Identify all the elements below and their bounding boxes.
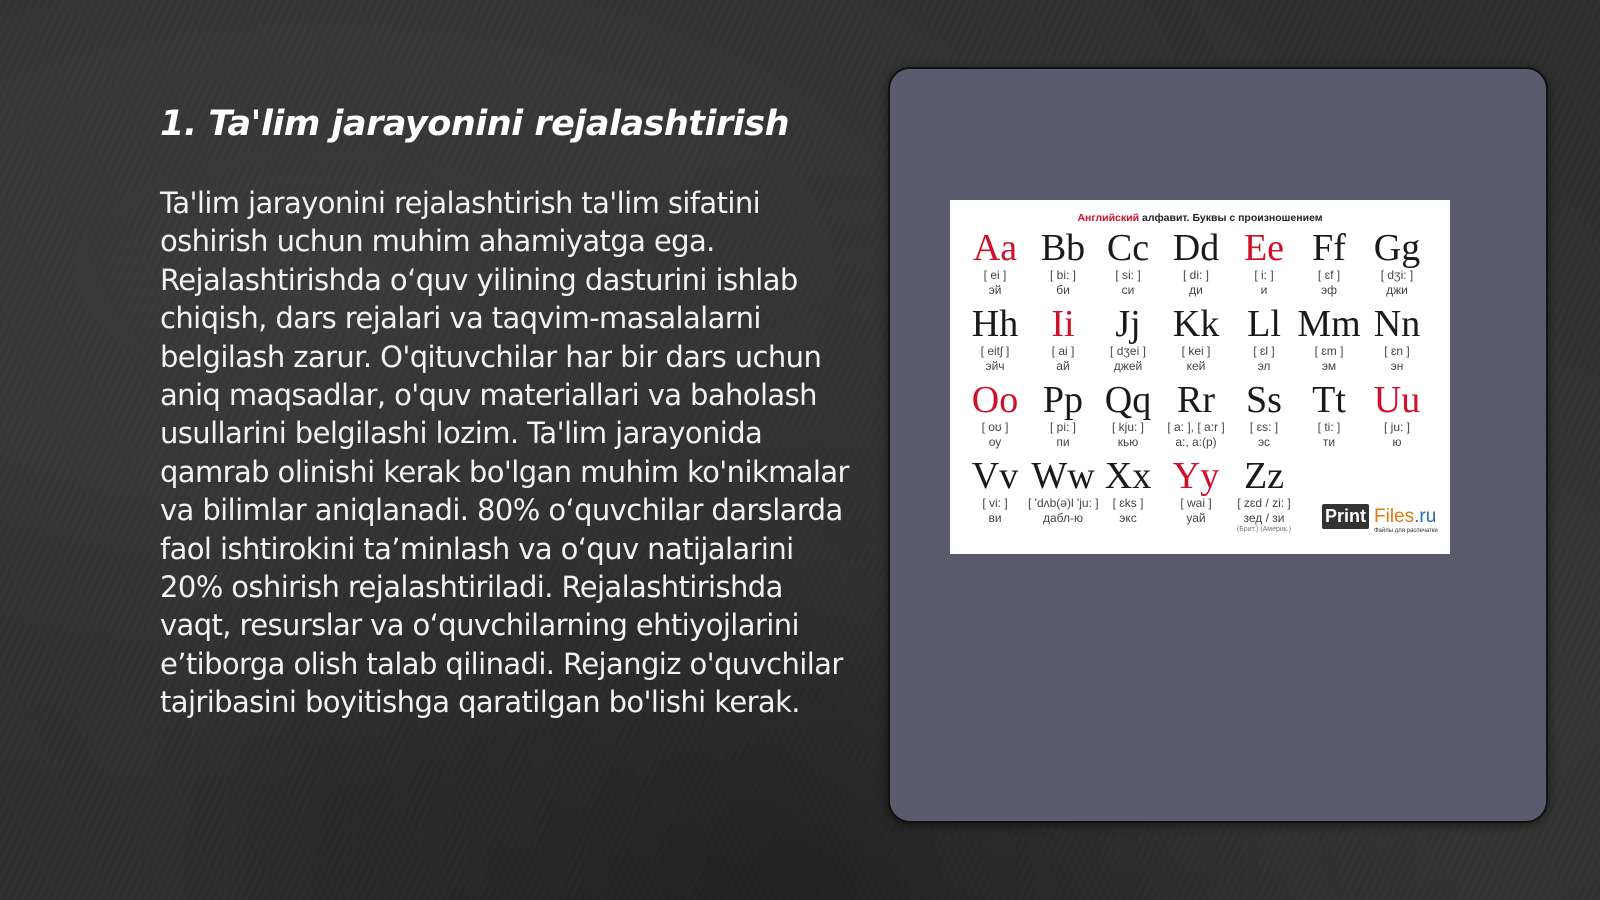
alphabet-cell — [1161, 380, 1231, 450]
alphabet-letter: Uu — [1373, 379, 1421, 421]
alphabet-letter: Oo — [971, 379, 1019, 421]
alphabet-ipa: [ ti: ] — [1317, 420, 1341, 434]
alphabet-letter: Zz — [1243, 455, 1285, 497]
alphabet-cell — [1161, 456, 1231, 526]
alphabet-ipa: [ ɛn ] — [1384, 344, 1410, 358]
alphabet-cell — [1362, 380, 1432, 450]
alphabet-letter: Ii — [1051, 303, 1075, 345]
alphabet-cell — [960, 304, 1030, 374]
alphabet-cell — [1028, 380, 1098, 450]
alphabet-ipa: [ dʒei ] — [1110, 344, 1146, 358]
alphabet-ipa: [ si: ] — [1115, 268, 1141, 282]
alphabet-cell — [1229, 228, 1299, 298]
alphabet-ipa: [ eitʃ ] — [980, 344, 1010, 358]
alphabet-letter: Cc — [1106, 227, 1150, 269]
alphabet-letter: Tt — [1312, 379, 1346, 421]
alphabet-russian-reading: a:, a:(p) — [1175, 435, 1217, 449]
alphabet-cell — [1294, 380, 1364, 450]
alphabet-letter: Ss — [1246, 379, 1282, 421]
logo-files-text — [1374, 506, 1436, 528]
slide-title: 1. Ta'lim jarayonini rejalashtirish — [160, 104, 790, 144]
alphabet-cell — [1028, 228, 1098, 298]
alphabet-letter: Aa — [972, 227, 1018, 269]
alphabet-ipa: [ a: ], [ a:r ] — [1167, 420, 1225, 434]
alphabet-cell — [1028, 304, 1098, 374]
alphabet-russian-reading: эс — [1257, 435, 1271, 449]
alphabet-letter: Xx — [1104, 455, 1152, 497]
alphabet-ipa: [ kju: ] — [1111, 420, 1144, 434]
alphabet-russian-reading: эф — [1321, 283, 1337, 297]
alphabet-chart-title-highlight: Английский — [1077, 212, 1140, 224]
alphabet-russian-reading: джей — [1113, 359, 1143, 373]
alphabet-ipa: [ i: ] — [1254, 268, 1274, 282]
alphabet-cell — [1362, 228, 1432, 298]
alphabet-russian-reading: джи — [1386, 283, 1408, 297]
alphabet-letter: Dd — [1172, 227, 1220, 269]
alphabet-ipa: [ dʒi: ] — [1380, 268, 1414, 282]
alphabet-russian-reading: пи — [1056, 435, 1070, 449]
alphabet-letter: Ee — [1243, 227, 1285, 269]
alphabet-ipa: [ oʊ ] — [981, 420, 1009, 434]
logo-domain-text: .ru — [1414, 506, 1437, 527]
alphabet-cell — [960, 456, 1030, 526]
alphabet-letter: Yy — [1172, 455, 1220, 497]
alphabet-cell — [1093, 456, 1163, 526]
alphabet-cell — [1229, 304, 1299, 374]
alphabet-letter: Rr — [1177, 379, 1215, 421]
alphabet-russian-reading: ви — [988, 511, 1002, 525]
alphabet-letter: Jj — [1115, 303, 1141, 345]
alphabet-letter: Mm — [1297, 303, 1361, 345]
alphabet-russian-reading: ай — [1056, 359, 1070, 373]
alphabet-ipa: [ zɛd / zi: ] — [1237, 496, 1291, 510]
alphabet-letter: Kk — [1172, 303, 1220, 345]
alphabet-cell — [1294, 228, 1364, 298]
alphabet-russian-reading: ти — [1322, 435, 1336, 449]
printfiles-logo — [1322, 500, 1442, 540]
alphabet-ipa: [ ju: ] — [1383, 420, 1410, 434]
alphabet-ipa: [ ei ] — [983, 268, 1007, 282]
alphabet-ipa: [ di: ] — [1182, 268, 1209, 282]
alphabet-chart-image — [950, 200, 1450, 554]
alphabet-chart-title-rest: алфавит. Буквы с произношением — [1139, 212, 1323, 224]
alphabet-cell — [1028, 456, 1098, 526]
alphabet-letter: Gg — [1373, 227, 1421, 269]
alphabet-cell — [1161, 304, 1231, 374]
alphabet-russian-reading: эл — [1257, 359, 1271, 373]
alphabet-russian-reading: би — [1056, 283, 1070, 297]
alphabet-russian-reading: эй — [988, 283, 1002, 297]
logo-files-word: Files — [1374, 506, 1415, 527]
alphabet-ipa: [ ɛm ] — [1314, 344, 1344, 358]
alphabet-russian-reading: оу — [988, 435, 1002, 449]
alphabet-cell — [1093, 380, 1163, 450]
alphabet-letter: Nn — [1373, 303, 1421, 345]
alphabet-letter: Bb — [1040, 227, 1086, 269]
alphabet-ipa: [ ɛks ] — [1112, 496, 1144, 510]
alphabet-ipa: [ ɛs: ] — [1249, 420, 1279, 434]
alphabet-ipa: [ 'dʌb(ə)l 'ju: ] — [1028, 496, 1099, 510]
alphabet-russian-reading: кей — [1186, 359, 1206, 373]
alphabet-russian-reading: эйч — [985, 359, 1005, 373]
alphabet-ipa: [ ai ] — [1051, 344, 1075, 358]
alphabet-russian-reading: ю — [1392, 435, 1402, 449]
alphabet-cell — [1294, 304, 1364, 374]
slide-body-text: Ta'lim jarayonini rejalashtirish ta'lim sifatini oshirish uchun muhim ahamiyatga ega. Rejalashtirishda o‘quv yilining dasturini ishlab chiqish, dars rejalari va taqvim-masalalarni belgilash zarur. O'qituvchilar har bir dars uchun aniq maqsadlar, o'quv materiallari va baholash usullarini belgilashi lozim. Ta'lim jarayonida qamrab olinishi kerak bo'lgan muhim ko'nikmalar va bilimlar aniqlanadi. 80% o‘quvchilar darslarda faol ishtirokini ta’minlash va o‘quv natijalarini 20% oshirish rejalashtiriladi. Rejalashtirishda vaqt, resurslar va o‘quvchilarning ehtiyojlarini e’tiborga olish talab qilinadi. Rejangiz o'quvchilar tajribasini boyitishga qaratilgan bo'lishi kerak. — [160, 186, 849, 720]
alphabet-ipa: [ bi: ] — [1049, 268, 1076, 282]
alphabet-cell — [1161, 228, 1231, 298]
logo-tagline: Файлы для распечатки — [1374, 528, 1438, 534]
alphabet-cell — [1229, 456, 1299, 533]
alphabet-letter: Ww — [1031, 455, 1095, 497]
alphabet-letter: Hh — [971, 303, 1019, 345]
alphabet-cell — [1093, 228, 1163, 298]
alphabet-russian-reading: эн — [1390, 359, 1404, 373]
alphabet-russian-reading: кью — [1117, 435, 1139, 449]
alphabet-cell — [960, 228, 1030, 298]
alphabet-russian-reading: экс — [1119, 511, 1137, 525]
alphabet-letter: Pp — [1042, 379, 1084, 421]
alphabet-chart-title — [950, 212, 1450, 224]
alphabet-russian-reading: и — [1260, 283, 1268, 297]
alphabet-cell — [1362, 304, 1432, 374]
alphabet-ipa: [ pi: ] — [1049, 420, 1076, 434]
alphabet-cell — [1229, 380, 1299, 450]
alphabet-cell — [1093, 304, 1163, 374]
alphabet-russian-reading: уай — [1186, 511, 1206, 525]
alphabet-ipa: [ wai ] — [1180, 496, 1212, 510]
alphabet-russian-reading: си — [1121, 283, 1135, 297]
alphabet-ipa: [ ɛl ] — [1253, 344, 1275, 358]
alphabet-russian-reading: зед / зи — [1243, 511, 1285, 525]
alphabet-letter: Vv — [971, 455, 1019, 497]
alphabet-letter: Ll — [1247, 303, 1281, 345]
alphabet-russian-reading: дабл-ю — [1042, 511, 1083, 525]
alphabet-ipa: [ kei ] — [1181, 344, 1211, 358]
logo-print-text: Print — [1322, 504, 1369, 529]
alphabet-letter: Ff — [1312, 227, 1346, 269]
alphabet-russian-reading: эм — [1321, 359, 1337, 373]
alphabet-letter: Qq — [1104, 379, 1152, 421]
alphabet-note: (Брит.) (Америк.) — [1236, 526, 1292, 533]
alphabet-cell — [960, 380, 1030, 450]
alphabet-ipa: [ ɛf ] — [1317, 268, 1341, 282]
alphabet-ipa: [ vi: ] — [982, 496, 1008, 510]
alphabet-russian-reading: ди — [1189, 283, 1203, 297]
